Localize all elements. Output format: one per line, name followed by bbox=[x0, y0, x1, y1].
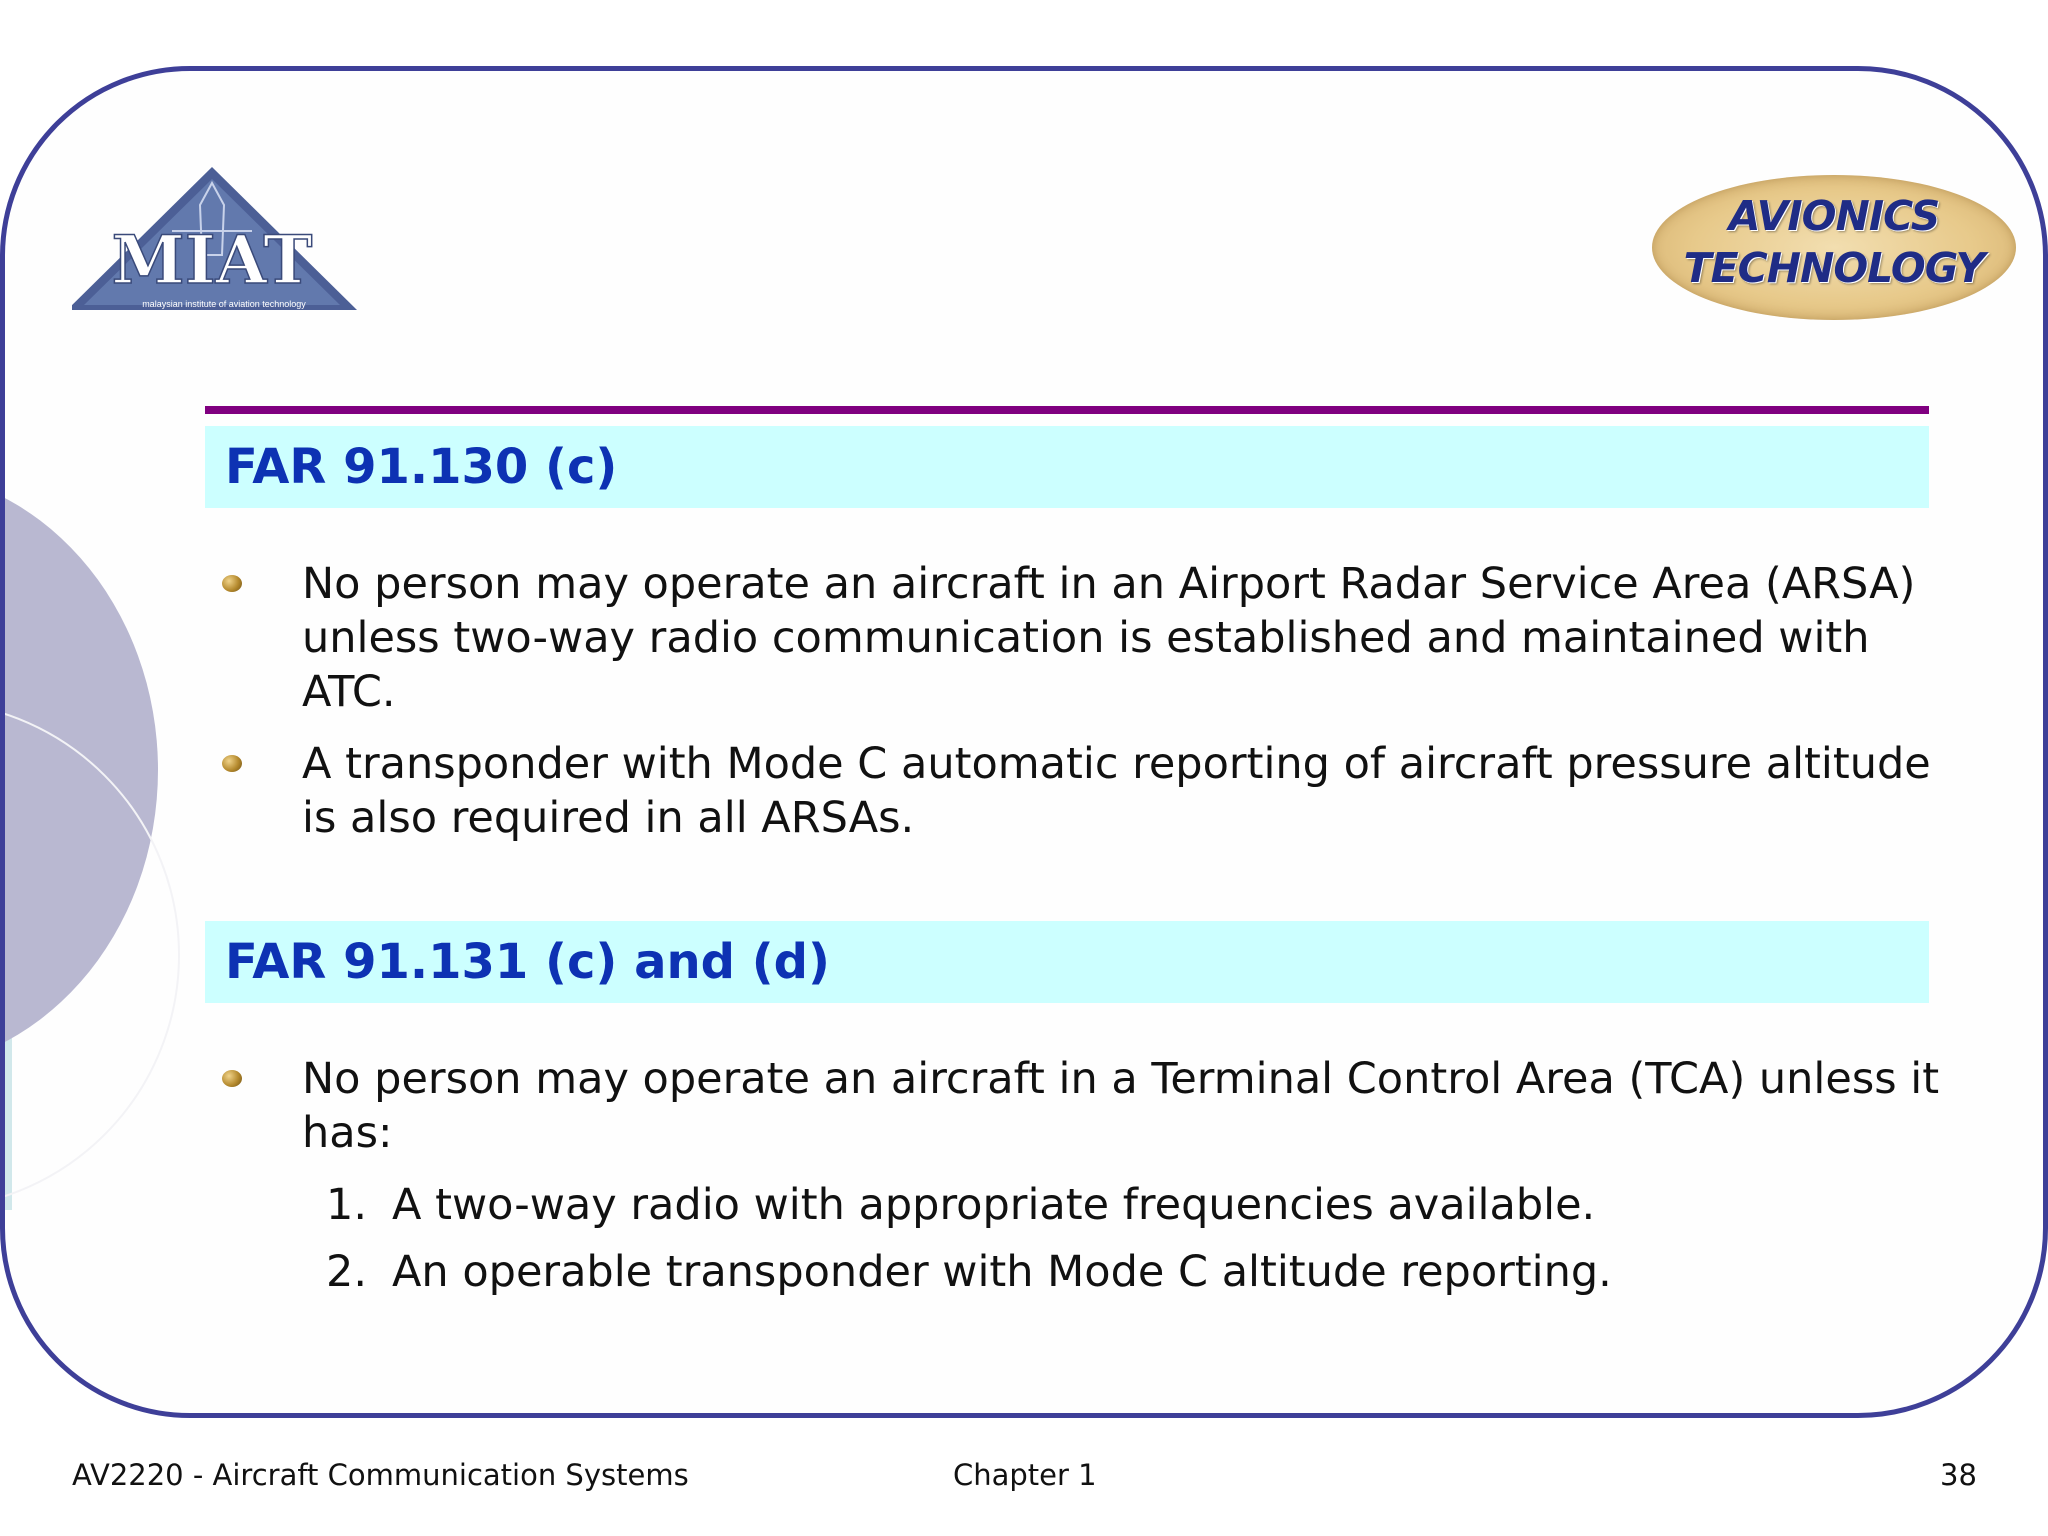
bullet-text: A transponder with Mode C automatic reporting of aircraft pressure altitude is also required in all ARSAs. bbox=[302, 739, 1931, 843]
list-item bbox=[222, 1052, 1942, 1160]
miat-logo bbox=[72, 165, 362, 325]
bullet-text: No person may operate an aircraft in an Airport Radar Service Area (ARSA) unless two-way radio communication is established and maintained with ATC. bbox=[302, 559, 1916, 717]
item-text: A two-way radio with appropriate frequencies available. bbox=[392, 1180, 1596, 1230]
footer-chapter: Chapter 1 bbox=[953, 1458, 1097, 1492]
list-item bbox=[222, 737, 1942, 845]
bullet-icon bbox=[222, 575, 242, 592]
bullet-list-far-91-131 bbox=[222, 1052, 1942, 1299]
item-text: An operable transponder with Mode C altitude reporting. bbox=[392, 1247, 1612, 1297]
item-number: 2. bbox=[326, 1247, 368, 1297]
bullet-text: No person may operate an aircraft in a Terminal Control Area (TCA) unless it has: bbox=[302, 1054, 1940, 1158]
avionics-badge-text bbox=[1652, 190, 2016, 294]
badge-line2: TECHNOLOGY bbox=[1683, 244, 1985, 292]
footer-course-title: AV2220 - Aircraft Communication Systems bbox=[72, 1458, 689, 1492]
title-divider bbox=[205, 406, 1929, 414]
logo-subtitle: malaysian institute of aviation technology bbox=[142, 299, 306, 309]
numbered-item bbox=[222, 1245, 1942, 1299]
bullet-icon bbox=[222, 1070, 242, 1087]
footer-page-number: 38 bbox=[1940, 1458, 1977, 1492]
list-item bbox=[222, 557, 1942, 719]
item-number: 1. bbox=[326, 1180, 368, 1230]
svg-text:MIAT: MIAT bbox=[111, 221, 313, 299]
badge-line1: AVIONICS bbox=[1728, 192, 1940, 240]
bullet-list-far-91-130 bbox=[222, 557, 1942, 863]
section-heading-far-91-131: FAR 91.131 (c) and (d) bbox=[205, 921, 1929, 1003]
section-heading-far-91-130: FAR 91.130 (c) bbox=[205, 426, 1929, 508]
bullet-icon bbox=[222, 755, 242, 772]
numbered-item bbox=[222, 1178, 1942, 1232]
